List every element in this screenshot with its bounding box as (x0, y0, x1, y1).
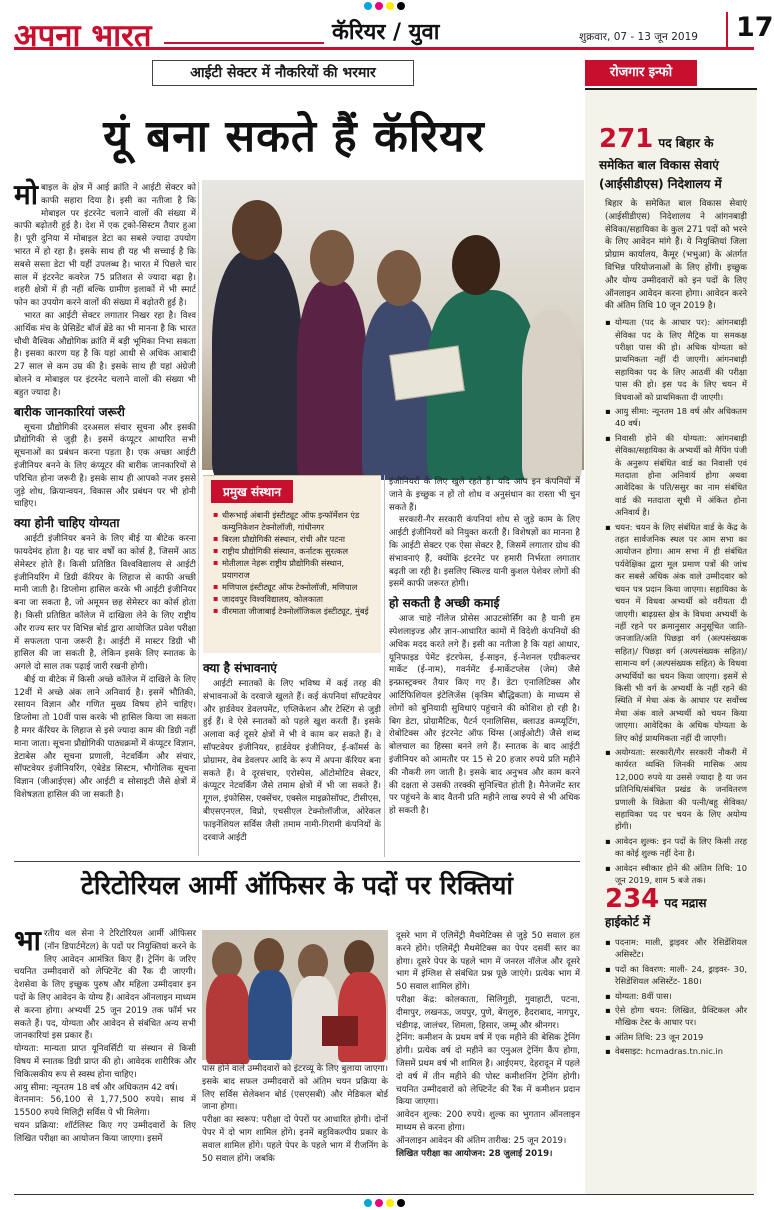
registration-marks-bottom (0, 1197, 768, 1209)
paragraph: सूचना प्रौद्योगिकी दरअसल संचार सूचना और इसकी प्रौद्योगिकी से जुड़ी है। इसमें कंप्यूटर आधारित सभी सूचनाओं का प्रबंधन करना पड़ता है। एक अच्छा आईटी इंजीनियर बनने के लिए कंप्यूटर की बारीक जानकारियों से परिचित होना जरूरी है। इसके साथ ही आपको नजर इससे जुड़े शोध, क्रियान्वयन, विकास और प्रबंधन पर भी होनी चाहिए। (14, 422, 196, 510)
vacancy-heading: हाईकोर्ट में (605, 915, 651, 929)
page-headline: यूं बना सकते हैं कॅरियर (103, 111, 485, 162)
list-item: ▪ आवेदन शुल्क: इन पदों के लिए किसी तरह का कोई शुल्क नहीं देना है। (605, 835, 747, 860)
institutions-box (203, 475, 381, 653)
details-list (605, 936, 747, 1058)
article-column-2 (203, 656, 381, 856)
list-item: ▪ मणिपाल इंस्टीट्यूट ऑफ टेक्नोलॉजी, मणिपाल (213, 581, 371, 593)
cyan-dot (364, 2, 372, 10)
paragraph: पास होने वाले उम्मीदवारों को इंटरव्यू के लिए बुलाया जाएगा। इसके बाद सफल उम्मीदवारों को अंतिम चयन प्रक्रिया के लिए सर्विस सेलेक्शन बोर्ड (एसएसबी) और मेडिकल बोर्ड जाना होगा। (202, 1064, 388, 1113)
vacancy-count: 271 (599, 124, 654, 154)
paragraph: आवेदन शुल्क: 200 रुपये। शुल्क का भुगतान ऑनलाइन माध्यम से करना होगा। (396, 1110, 580, 1133)
list-item: ▪ पदों का विवरण: माली- 24, ड्राइवर- 30, रेसिडेंशियल असिस्टेंट- 180। (605, 963, 747, 988)
institutions-title: प्रमुख संस्थान (211, 480, 293, 503)
paragraph: सरकारी-गैर सरकारी कंपनियां शोध से जुड़े काम के लिए आईटी इंजीनियरों को नियुक्त करती हैं। विशेषज्ञों का मानना है कि आईटी सेक्टर एक ऐसा सेक्टर है, जिसमें लगातार ग्रोथ की संभावनाएं हैं, क्योंकि इंटरनेट पर हमारी निर्भरता लगातार बढ़ती जा रही है। इसलिए स्किल्ड यानी कुशल पेशेवर लोगों की इसमें काफी जरूरत होगी। (389, 515, 580, 590)
paragraph: ट्रेनिंग: कमीशन के प्रथम वर्ष में एक महीने की बेसिक ट्रेनिंग होगी। प्रत्येक वर्ष दो महीने का एनुअल ट्रेनिंग कैंप होगा, जिसमें प्रथम वर्ष भी शामिल है। आईएमए, देहरादून में पहले दो वर्ष में तीन महीने की पोस्ट कमीशनिंग ट्रेनिंग होगी। चयनित उम्मीदवारों को लेफ्टिनेंट की रैंक में कमीशन प्रदान किया जाएगा। (396, 1033, 580, 1108)
students-photo (202, 180, 584, 470)
list-item: ▪ निवासी होने की योग्यता: आंगनबाड़ी सेविका/सहायिका के अभ्यर्थी को मैपिंग पंजी के अनुरूप संबंधित वार्ड का निवासी एवं मतदाता होना अनिवार्य होगा अथवा आवेदिका के पति/ससुर का नाम संबंधित वार्ड की मतदाता सूची में अंकित होना अनिवार्य है। (605, 432, 747, 519)
cyan-dot (364, 1199, 372, 1207)
sidebar-block-1-head (585, 90, 757, 192)
paragraph: इंजीनियरों के लिए खुले रहते हैं। यदि आप इन कंपनियों में जाने के इच्छुक न हों तो शोध व अनुसंधान का रास्ता भी चुन सकते हैं। (389, 477, 580, 513)
paragraph: चयन प्रक्रिया: शॉर्टलिस्ट किए गए उम्मीदवारों के लिए लिखित परीक्षा का आयोजन किया जाएगा। इसमें (14, 1120, 196, 1144)
registration-marks-top (0, 0, 768, 12)
intro-paragraph: मोबाइल के क्षेत्र में आई क्रांति ने आईटी सेक्टर को काफी सहारा दिया है। इसी का नतीजा है कि मोबाइल पर इंटरनेट चलाने वालों की संख्या में काफी बढ़ोतरी हुई है। देश में एक ट्रको-सिस्टम तैयार हुआ है। पूरी दुनिया में मोबाइल डेटा का सबसे ज्यादा उपयोग भारत में हो रहा है। इसके साथ ही यह भी सच्चाई है कि सबसे सस्ता डेटा भी यहीं उपलब्ध है। भारत में पिछले चार साल में इंटरनेट कवरेज 75 प्रतिशत से ज्यादा बढ़ा है। शहरी क्षेत्रों में ही नहीं बल्कि ग्रामीण इलाकों में भी स्मार्ट फोन का उपयोग करने वालों की संख्या में बढ़ोतरी हुई है। (14, 178, 196, 309)
list-item: ▪ वीरमाता जीजाबाई टेक्नोलॉजिकल इंस्टीट्यूट, मुंबई (213, 605, 371, 617)
footer-rule (14, 1194, 754, 1195)
brand-logo: अपना भारत (14, 18, 152, 54)
list-item: ▪ आवेदन स्वीकार होने की अंतिम तिथि: 10 जून 2019, शाम 5 बजे तक। (605, 862, 747, 887)
article-column-3 (389, 476, 580, 856)
magenta-dot (375, 1199, 383, 1207)
magenta-dot (375, 2, 383, 10)
section-title: कॅरियर / युवा (332, 20, 440, 45)
paragraph: बिहार के समेकित बाल विकास सेवाएं (आईसीडीएस) निदेशालय ने आंगनबाड़ी सेविका/सहायिका के कुल 271 पदों को भरने के लिए आवेदन मांगे हैं। ये नियुक्तियां जिला प्रोग्राम कार्यालय, कैमूर (भभुआ) के अंतर्गत विभिन्न परियोजनाओं के लिए होंगी। इच्छुक और योग्य उम्मीदवारों को इन पदों के लिए ऑनलाइन आवेदन करना होगा। आवेदन करने की अंतिम तिथि 10 जून 2019 है। (605, 199, 747, 312)
paragraph: आईटी इंजीनियर बनने के लिए बीई या बीटेक करना फायदेमंद होता है। यह चार वर्षों का कोर्स है, जिसमें आठ सेमेस्टर होते हैं। किसी प्रतिष्ठित विश्वविद्यालय से आईटी इंजीनियरिंग में डिग्री कॅरियर के लिहाज से काफी अच्छी मानी जाती है। डिप्लोमा हासिल करके भी आईटी इंजीनियर बना जा सकता है, जो अमूमन छह सेमेस्टर का कोर्स होता है। किसी प्रतिष्ठित कॉलेज में दाखिला लेने के लिए राष्ट्रीय और राज्य स्तर पर विभिन्न बोर्ड द्वारा आयोजित प्रवेश परीक्षा में सफलता पाना जरूरी है। आईटी में मास्टर डिग्री भी हासिल की जा सकती है, लेकिन इसके लिए स्नातक के अगले दो साल तक पढ़ाई जारी रखनी होगी। (14, 534, 196, 673)
list-item: ▪ राष्ट्रीय प्रौद्योगिकी संस्थान, कर्नाटक सुरत्कल (213, 545, 371, 557)
sidebar-block-2-body (585, 930, 757, 1058)
territorial-column-1 (14, 924, 196, 1190)
list-item: ▪ धीरूभाई अंबानी इंस्टीट्यूट ऑफ इन्फॉर्मेशन एंड कम्युनिकेशन टेक्नोलॉजी, गांधीनगर (213, 509, 371, 533)
black-dot (397, 2, 405, 10)
dropcap: मो (14, 178, 38, 211)
paragraph: दूसरे भाग में एलिमेंट्री मैथमेटिक्स से जुड़े 50 सवाल हल करने होंगे। एलिमेंट्री मैथमेटिक्स का पेपर दसवीं स्तर का होगा। दूसरे पेपर के पहले भाग में जनरल नॉलेज और दूसरे भाग में इंग्लिश से संबंधित प्रश्न पूछे जाएंगे। प्रत्येक भाग में 50 सवाल शामिल होंगे। (396, 931, 580, 993)
paragraph: आयु सीमा: न्यूनतम 18 वर्ष और अधिकतम 42 वर्ष। (14, 1082, 178, 1093)
yellow-dot (386, 1199, 394, 1207)
subheading: क्या है संभावनाएं (203, 661, 277, 675)
vacancy-heading: पद बिहार के समेकित बाल विकास सेवाएं (आईसीडीएस) निदेशालय में (599, 136, 722, 191)
list-item: ▪ ऐसे होगा चयन: लिखित, प्रैक्टिकल और मौखिक टेस्ट के आधार पर। (605, 1004, 747, 1029)
paragraph: आईटी स्नातकों के लिए भविष्य में कई तरह की संभावनाओं के दरवाजे खुलते हैं। कई कंपनियां सॉफ्टवेयर और हार्डवेयर डेवलपमेंट, एप्लिकेशन और टेस्टिंग से जुड़ी हुई हैं। वे ऐसे स्नातकों को पहले खुश करती हैं। इसके अलावा कई दूसरे क्षेत्रों में भी वे काम कर सकते हैं। वे सॉफ्टवेयर इंजीनियर, हार्डवेयर इंजीनियर, ई-कॉमर्स के प्रोग्रामर, वेब डेवलपर आदि के रूप में अपना कॅरियर बना सकते हैं। वे दूरसंचार, एरोस्पेस, ऑटोमोटिव सेक्टर, कंप्यूटर नेटवर्किंग जैसे तमाम क्षेत्रों में भी जा सकते हैं। गूगल, इंफोसिस, एक्सेंचर, एक्सेल माइक्रोसॉफ्ट, टीसीएस, बीएसएनएल, विप्रो, एचसीएल टेक्नोलॉजीज, ओरेकल फाइनेंशियल सर्विस जैसी तमाम नामी-गिरामी कंपनियों के दरवाजे आईटी (203, 679, 381, 843)
list-item: ▪ अंतिम तिथि: 23 जून 2019 (605, 1031, 747, 1043)
section-divider (14, 861, 580, 862)
list-item: ▪ बिरला प्रौद्योगिकी संस्थान, रांची और पटना (213, 533, 371, 545)
paragraph: परीक्षा केंद्र: कोलकाता, सिलिगुड़ी, गुवाहाटी, पटना, दीमापुर, लखनऊ, जयपुर, पुणे, बेंगलुरु, हैदराबाद, नागपुर, चंडीगढ़, जालंधर, शिमला, हिसार, जम्मू और श्रीनगर। (396, 994, 580, 1031)
article-column-1 (14, 178, 196, 858)
column-rule (384, 475, 385, 857)
vacancy-count: 234 (605, 884, 660, 914)
paragraph: ऑनलाइन आवेदन की अंतिम तारीख: 25 जून 2019। (396, 1135, 567, 1146)
paragraph: आज चाहे नॉलेज प्रोसेस आउटसोर्सिंग का है यानी हम स्पेशलाइज्ड और ज्ञान-आधारित कामों में विदेशी कंपनियों की अधिक मदद करते लगे हैं। इसी का नतीजा है कि यहां आधार, यूनिफाइड पेमेंट इंटरफेस, ई-साइन, ई-नेशनल एग्रीकल्चर मार्केट (ई-नाम), गवर्नमेंट ई-मार्केटप्लेस (जेम) जैसे इन्फ्रास्ट्रक्चर तैयार किए गए हैं। डेटा एनालिटिक्स और आर्टिफिशियल इंटेलिजेंस (कृत्रिम बौद्धिकता) के माध्यम से लोगों को बुनियादी सुविधाएं पहुंचाने की कोशिश हो रही है। बिग डेटा, प्रोग्रामैटिक, पैटर्न एनालिसिस, क्लाउड कम्प्यूटिंग, रोबोटिक्स और इंटरनेट ऑफ थिंग्स (आईओटी) जैसे शब्द बोलचाल का हिस्सा बनने लगे हैं। स्नातक के बाद आईटी इंजीनियर को आमतौर पर 15 से 20 हजार रुपये प्रति महीने की नौकरी लग जाती है। इसके बाद अनुभव और काम करने की दक्षता से उसकी तरक्की सुनिश्चित होती है। मैनेजमेंट स्तर पर पहुंचने के बाद वैतनी प्रति महीने लाख रुपये से भी अधिक हो सकती है। (389, 614, 580, 817)
intro-paragraph: भारतीय थल सेना ने टेरिटोरियल आर्मी ऑफिसर (नॉन डिपार्टमेंटल) के पदों पर नियुक्तियां करने के लिए आवेदन आमंत्रित किए हैं। ट्रेनिंग के जरिए चयनित उम्मीदवारों को लेफ्टिनेंट की रैंक दी जाएगी। देशसेवा के लिए इच्छुक पुरुष और महिला उम्मीदवार इन पदों के लिए आवेदन के योग्य हैं। आवेदन ऑनलाइन माध्यम से करना होगा। अभ्यर्थी 25 जून 2019 तक फॉर्म भर सकते हैं। पद, योग्यता और आवेदन से संबंधित अन्य सभी जानकारियां इस प्रकार हैं। (14, 924, 196, 1042)
territorial-headline: टेरिटोरियल आर्मी ऑफिसर के पदों पर रिक्तियां (80, 871, 514, 901)
list-item: ▪ अयोग्यता: सरकारी/गैर सरकारी नौकरी में कार्यरत व्यक्ति जिनकी मासिक आय 12,000 रुपये या उससे ज्यादा है या जन प्रतिनिधि/संबंधित प्रखंड के जनवितरण प्रणाली के विक्रेता की पत्नी/बहू सेविका/सहायिका पद पर चयन के लिए अयोग्य होंगी। (605, 746, 747, 833)
subheading: क्या होनी चाहिए योग्यता (14, 516, 120, 531)
sidebar-block-1-body (585, 192, 757, 886)
masthead-rule (164, 42, 324, 44)
list-item: ▪ मोतीलाल नेहरू राष्ट्रीय प्रौद्योगिकी संस्थान, प्रयागराज (213, 557, 371, 581)
list-item: ▪ आयु सीमा: न्यूनतम 18 वर्ष और अधिकतम 40 वर्ष। (605, 405, 747, 430)
dateline: शुक्रवार, 07 - 13 जून 2019 (579, 31, 698, 43)
vacancy-heading: पद मद्रास (664, 896, 707, 910)
territorial-column-3 (396, 930, 580, 1192)
jobs-sidebar (585, 88, 757, 1194)
column-rule (198, 182, 199, 856)
dropcap: भा (14, 924, 41, 957)
details-list (605, 316, 747, 886)
yellow-dot (386, 2, 394, 10)
paragraph: योग्यता: मान्यता प्राप्त यूनिवर्सिटी या संस्थान से किसी विषय में स्नातक डिग्री प्राप्त की हो। आवेदक शारीरिक और चिकित्सकीय रूप से स्वस्थ होना चाहिए। (14, 1044, 196, 1080)
list-item: ▪ योग्यता: 8वीं पास। (605, 990, 747, 1002)
list-item: ▪ जादवपुर विश्वविद्यालय, कोलकाता (213, 593, 371, 605)
page-number: 17 (726, 12, 766, 50)
paragraph: लिखित परीक्षा का आयोजन: 28 जुलाई 2019। (396, 1148, 553, 1159)
territorial-column-2 (202, 1063, 388, 1190)
paragraph: वेतनमान: 56,100 से 1,77,500 रुपये। साथ में 15500 रुपये मिलिट्री सर्विस पे भी मिलेगा। (14, 1095, 196, 1119)
sidebar-tab: रोजगार इन्फो (585, 60, 697, 86)
kicker: आईटी सेक्टर में नौकरियों की भरमार (152, 60, 414, 86)
subheading: बारीक जानकारियां जरूरी (14, 404, 125, 419)
paragraph: बीई या बीटेक में किसी अच्छे कॉलेज में दाखिले के लिए 12वीं में अच्छे अंक लाने अनिवार्य है। इसमें भौतिकी, रसायन विज्ञान और गणित मुख्य विषय होने चाहिए। डिप्लोमा तो 10वीं पास करके भी हासिल किया जा सकता है मगर कॅरियर के लिहाज से इसे ज्यादा काम की डिग्री नहीं माना जाता। सूचना प्रौद्योगिकी पाठ्यक्रमों में कंप्यूटर विज्ञान, डेटाबेस और सूचना प्रणाली, नेटवर्किंग और संचार, सॉफ्टवेयर इंजीनियरिंग, एंबेडेड सिस्टम, भौगोलिक सूचना विज्ञान (जीआईएस) और आईटी व सोसाइटी जैसे क्षेत्रों में विशेषज्ञता हासिल की जा सकती है। (14, 674, 196, 801)
black-dot (397, 1199, 405, 1207)
subheading: हो सकती है अच्छी कमाई (389, 596, 500, 611)
institutions-list (203, 507, 381, 617)
list-item: ▪ चयन: चयन के लिए संबंधित वार्ड के केंद्र के तहत सार्वजनिक स्थल पर आम सभा का आयोजन होगा। आम सभा में ही संबंधित पर्यवेक्षिका द्वारा मूल प्रमाण पत्रों की जांच कर सबसे अधिक अंक वाले उम्मीदवार को चयन पत्र प्रदान किया जाएगा। सहायिका के चयन में विधवा अभ्यर्थी को वरीयता दी जाएगी। बाढ़ग्रस्त क्षेत्र के विधवा अभ्यर्थी के नहीं रहने पर क्रमानुसार अनुसूचित जाति-जनजाति/अति पिछड़ा वर्ग (अल्पसंख्यक सहित)/ पिछड़ा वर्ग (अल्पसंख्यक सहित)/ सामान्य वर्ग (अल्पसंख्यक सहित) के विधवा अभ्यर्थियों का चयन किया जाएगा। इसमें से किसी भी वर्ग के अभ्यर्थी के नहीं रहने की स्थिति में मेधा अंक के आधार पर सर्वोच्च मेधा अंक वाले अभ्यर्थी को चयन किया जाएगा। आवेदिका के अधिक योग्यता के लिए कोई प्राथमिकता नहीं दी जाएगी। (605, 521, 747, 744)
paragraph: परीक्षा का स्वरूप: परीक्षा दो पेपरों पर आधारित होगी। दोनों पेपर में दो भाग शामिल होंगे। इनमें बहुविकल्पीय प्रकार के सवाल शामिल होंगे। पहले पेपर के पहले भाग में रीजनिंग के 50 सवाल होंगे। जबकि (202, 1115, 388, 1164)
list-item: ▪ वेबसाइट: hcmadras.tn.nic.in (605, 1045, 747, 1057)
paragraph: भारत का आईटी सेक्टर लगातार निखर रहा है। विश्व आर्थिक मंच के प्रेसिडेंट बॉर्ज ब्रेंडे का भी मानना है कि भारत चौथी वैश्विक औद्योगिक क्रांति में बड़ी भूमिका निभा सकता है। इसका कारण यह है कि यहां आधी से अधिक आबादी 27 साल से कम उम्र की है। इसके साथ ही यहां अंग्रेजी बोलने व मोबाइल पर इंटरनेट चलाने वालों की संख्या भी बहुत ज्यादा है। (14, 310, 196, 398)
list-item: ▪ पदनाम: माली, ड्राइवर और रेसिडेंशियल असिस्टेंट। (605, 936, 747, 961)
masthead (14, 12, 774, 54)
candidates-photo (202, 930, 388, 1060)
list-item: ▪ योग्यता (पद के आधार पर): आंगनबाड़ी सेविका पद के लिए मैट्रिक या समकक्ष परीक्षा पास की हो। अधिक योग्यता को प्राथमिकता नहीं दी जाएगी। आंगनबाड़ी सहायिका पद के लिए आठवीं की परीक्षा पास की हो। इस पद के लिए चयन में विधवाओं को प्राथमिकता दी जाएगी। (605, 316, 747, 403)
